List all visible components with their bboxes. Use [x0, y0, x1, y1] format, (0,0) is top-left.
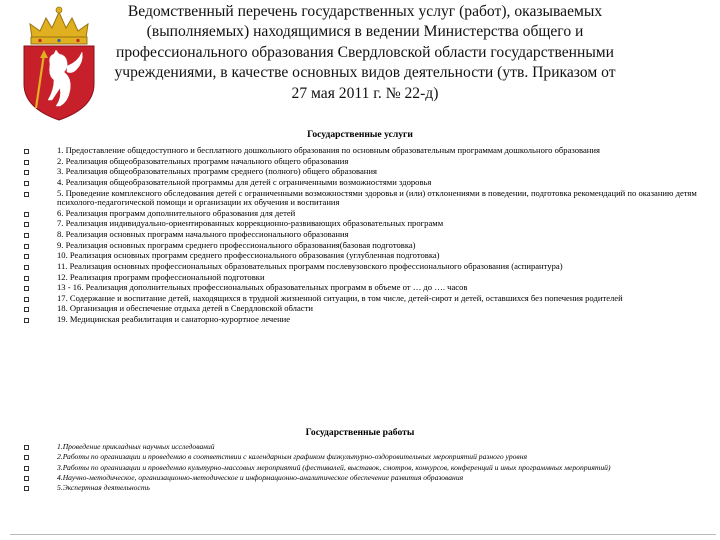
square-bullet-icon: [24, 149, 29, 154]
list-item-text: 9. Реализация основных программ среднего профессионального образования(базовая подготовка): [57, 239, 416, 250]
list-item: [24, 262, 716, 272]
sverdlovsk-oblast-coat-of-arms-icon: [10, 4, 108, 122]
square-bullet-icon: [24, 160, 29, 165]
list-item-text: 4.Научно-методическое, организационно-методическое и информационно-аналитическое обеспечение развития образования: [57, 472, 464, 482]
list-item-text: 4. Реализация общеобразовательной программы для детей с ограниченными возможностями здоровья: [57, 176, 432, 187]
list-item: [24, 167, 716, 177]
list-item-text: 2. Реализация общеобразовательных программ начального общего образования: [57, 155, 349, 166]
square-bullet-icon: [24, 466, 29, 471]
list-item: [24, 219, 716, 229]
bottom-divider: [10, 534, 716, 535]
list-item-text: 5.Экспертная деятельность: [57, 483, 150, 493]
list-item-text: 18. Организация и обеспечение отдыха детей в Свердловской области: [57, 303, 313, 314]
square-bullet-icon: [24, 307, 29, 312]
list-item: [24, 273, 716, 283]
square-bullet-icon: [24, 476, 29, 481]
square-bullet-icon: [24, 455, 29, 460]
list-item-text: 1.Проведение прикладных научных исследований: [57, 442, 215, 451]
list-item-text: 1. Предоставление общедоступного и бесплатного дошкольного образования по основным образовательным программам дошкольного образования: [57, 145, 600, 155]
list-item-text: 3. Реализация общеобразовательных программ среднего (полного) общего образования: [57, 166, 377, 177]
list-item: [24, 473, 716, 482]
square-bullet-icon: [24, 244, 29, 249]
list-item: [24, 452, 716, 461]
list-item: [24, 294, 716, 304]
list-item: [24, 315, 716, 325]
list-item: [24, 230, 716, 240]
square-bullet-icon: [24, 486, 29, 491]
list-item: [24, 209, 716, 219]
list-item-text: 11. Реализация основных профессиональных образовательных программ послевузовского профессионального образования (аспирантура): [57, 260, 563, 271]
list-item: [24, 304, 716, 314]
list-item-text: 3.Работы по организации и проведению культурно-массовых мероприятий (фестивалей, выставок, смотров, конкурсов, конференций и иных программных мероприятий): [57, 462, 611, 472]
list-item-text: 12. Реализация программ профессиональной подготовки: [57, 271, 265, 282]
list-item-text: 5. Проведение комплексного обследования детей с ограниченными возможностями здоровья и (или) отклонениями в поведении, подготовка рекомендаций по оказанию детям психолого-педагогической помощи и организации их обучения и воспитания: [57, 187, 697, 208]
services-heading: Государственные услуги: [307, 129, 413, 140]
list-item: [24, 146, 716, 156]
list-item-text: 7. Реализация индивидуально-ориентированных коррекционно-развивающих образовательных программ: [57, 218, 444, 229]
square-bullet-icon: [24, 192, 29, 197]
list-item-text: 17. Содержание и воспитание детей, находящихся в трудной жизненной ситуации, в том числе, детей-сирот и детей, оставшихся без попечения родителей: [57, 292, 623, 303]
list-item: [24, 463, 716, 472]
square-bullet-icon: [24, 212, 29, 217]
list-item-text: 2.Работы по организации и проведению в соответствии с календарным графиком физкультурно-оздоровительных мероприятий разного уровня: [57, 452, 528, 462]
list-item-text: 13 - 16. Реализация дополнительных профессиональных образовательных программ в объеме от … до …. часов: [57, 282, 468, 293]
list-item-text: 6. Реализация программ дополнительного образования для детей: [57, 207, 296, 218]
page-title: Ведомственный перечень государственных услуг (работ), оказываемых (выполняемых) находящимися в ведении Министерства общего и профессионального образования Свердловской области государственными учреждениями, в качестве основных видов деятельности (утв. Приказом от 27 мая 2011 г. № 22-д): [114, 3, 616, 102]
square-bullet-icon: [24, 254, 29, 259]
list-item: [24, 241, 716, 251]
square-bullet-icon: [24, 170, 29, 175]
list-item: [24, 251, 716, 261]
list-item-text: 19. Медицинская реабилитация и санаторно-курортное лечение: [57, 314, 291, 325]
works-list: [24, 442, 716, 493]
list-item: [24, 483, 716, 492]
list-item-text: 8. Реализация основных программ начального профессионального образования: [57, 228, 349, 239]
square-bullet-icon: [24, 276, 29, 281]
works-heading: Государственные работы: [305, 427, 415, 438]
list-item: [24, 178, 716, 188]
square-bullet-icon: [24, 286, 29, 291]
list-item: [24, 157, 716, 167]
square-bullet-icon: [24, 265, 29, 270]
square-bullet-icon: [24, 222, 29, 227]
square-bullet-icon: [24, 445, 29, 450]
square-bullet-icon: [24, 181, 29, 186]
square-bullet-icon: [24, 297, 29, 302]
list-item: [24, 442, 716, 451]
square-bullet-icon: [24, 233, 29, 238]
square-bullet-icon: [24, 318, 29, 323]
list-item: [24, 189, 716, 208]
list-item-text: 10. Реализация основных программ среднего профессионального образования (углубленная подготовка): [57, 250, 440, 261]
services-list: [24, 146, 716, 326]
list-item: [24, 283, 716, 293]
